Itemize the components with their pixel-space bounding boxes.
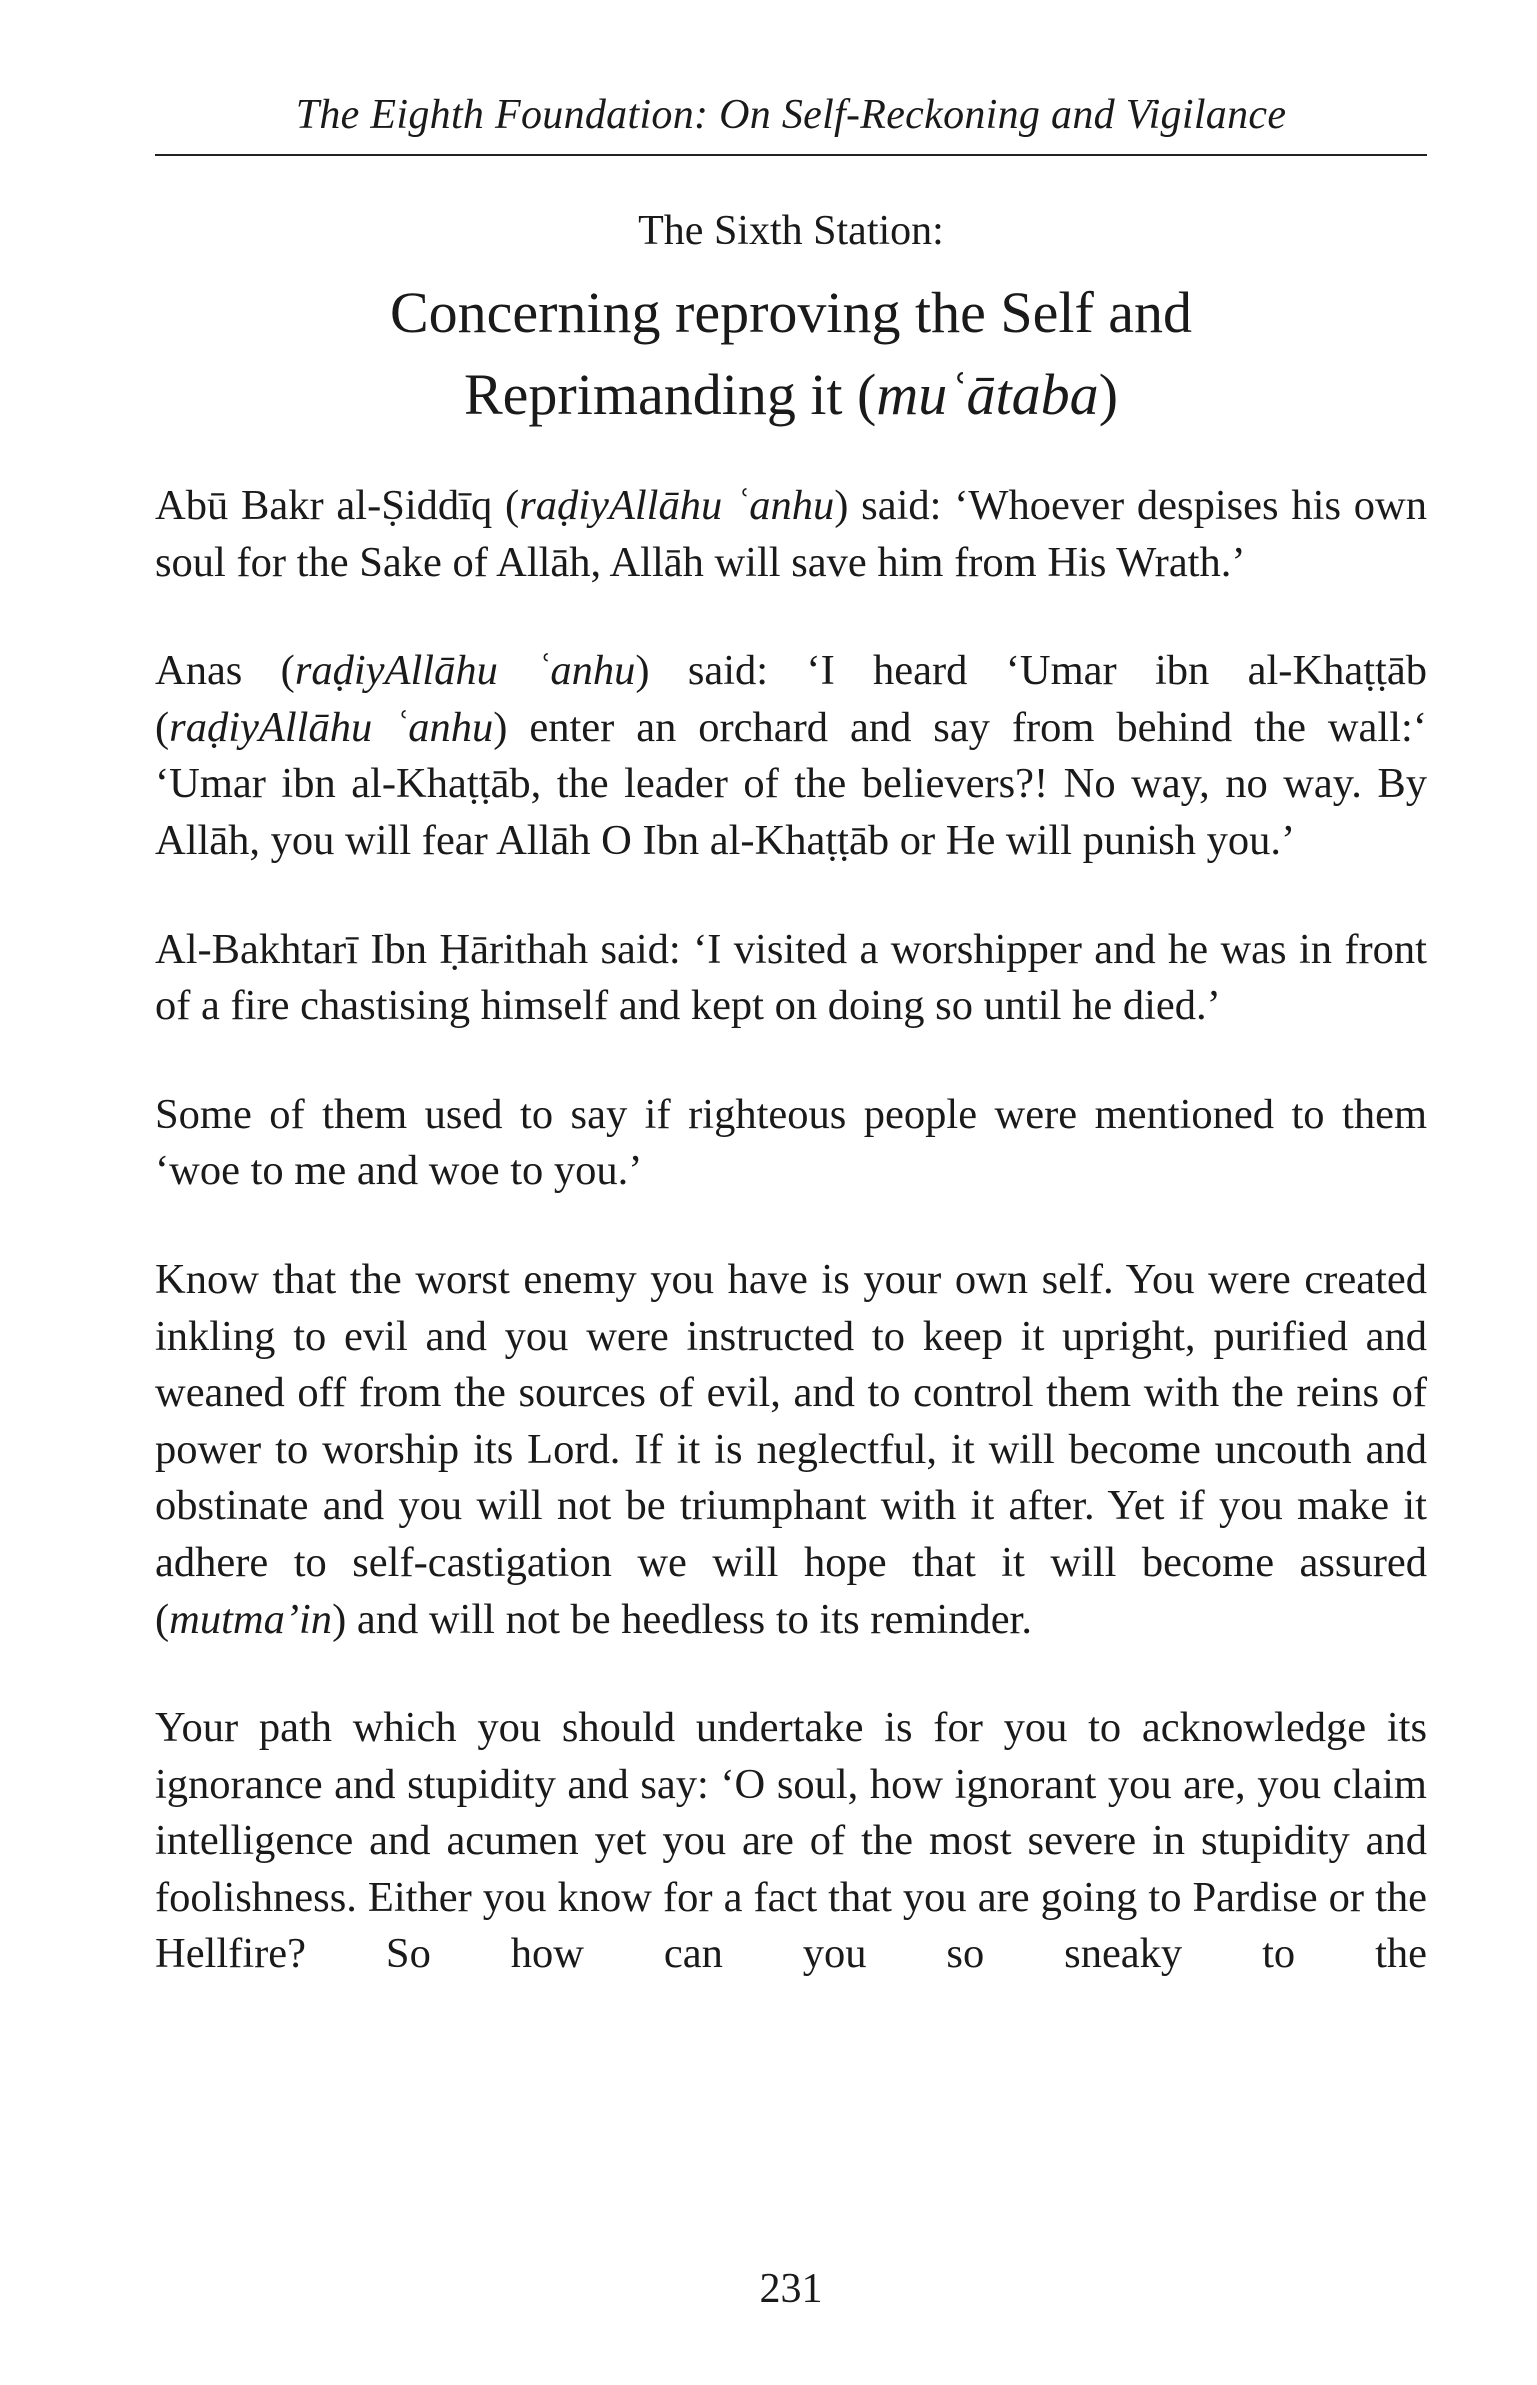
p5-text-c: ) and will not be heedless to its reminder. — [332, 1595, 1032, 1643]
header-rule — [155, 154, 1427, 156]
paragraph-worst-enemy — [155, 1252, 1427, 1648]
paragraph-anas — [155, 643, 1427, 869]
p1-honorific: raḍiyAllāhu ʿanhu — [519, 482, 835, 529]
p2-honorific-2: raḍiyAllāhu ʿanhu — [169, 703, 494, 751]
title-italic-term: muʿātaba — [876, 362, 1099, 427]
paragraph-abu-bakr — [155, 478, 1427, 591]
p2-text-c: ) said: ‘I heard ‘Umar ibn al-Khaṭṭāb ( — [155, 647, 1427, 751]
title-line-2-text: Reprimanding it ( — [463, 362, 877, 427]
paragraph-your-path: Your path which you should undertake is for you to acknowledge its ignorance and stupidity and say: ‘O soul, how ignorant you are, you claim intelligence and acumen yet you are of the most severe in stupidity and foolishness. Either you know for a fact that you are going to Pardise or the Hellfire? So how can you so sneaky to the — [155, 1704, 1427, 1978]
page-number: 231 — [759, 2266, 823, 2312]
p1-text-a: Abū Bakr al-Ṣiddīq ( — [155, 482, 520, 529]
title-line-1: Concerning reproving the Self and — [389, 280, 1193, 345]
paragraph-some-of-them: Some of them used to say if righteous people were mentioned to them ‘woe to me and woe to you.’ — [155, 1090, 1427, 1195]
title-line-2-close: ) — [1098, 362, 1119, 427]
section-title — [155, 272, 1427, 436]
body-text — [155, 478, 1427, 2035]
p1-text-c: ) said: ‘Whoever despises his own soul for the Sake of Allāh, Allāh will save him from His Wrath.’ — [155, 482, 1427, 586]
p5-text-a: Know that the worst enemy you have is your own self. You were created inkling to evil and you were instructed to keep it upright, purified and weaned off from the sources of evil, and to control them with the reins of power to worship its Lord. If it is neglectful, it will become uncouth and obstinate and you will not be triumphant with it after. Yet if you make it adhere to self-castigation we will hope that it will become assured ( — [155, 1255, 1427, 1643]
p2-text-e: ) enter an orchard and say from behind the wall:‘ ‘Umar ibn al-Khaṭṭāb, the leader of the believers?! No way, no way. By Allāh, you will fear Allāh O Ibn al-Khaṭṭāb or He will punish you.’ — [155, 703, 1427, 864]
station-label: The Sixth Station: — [638, 208, 944, 254]
title-line-2 — [155, 354, 1427, 436]
p2-honorific-1: raḍiyAllāhu ʿanhu — [294, 647, 636, 695]
p2-text-a: Anas ( — [155, 647, 295, 695]
running-head: The Eighth Foundation: On Self-Reckoning and Vigilance — [295, 92, 1287, 138]
p5-italic-term: mutma’in — [169, 1595, 333, 1643]
paragraph-bakhtari: Al-Bakhtarī Ibn Ḥārithah said: ‘I visited a worshipper and he was in front of a fire chastising himself and kept on doing so until he died.’ — [155, 925, 1427, 1030]
